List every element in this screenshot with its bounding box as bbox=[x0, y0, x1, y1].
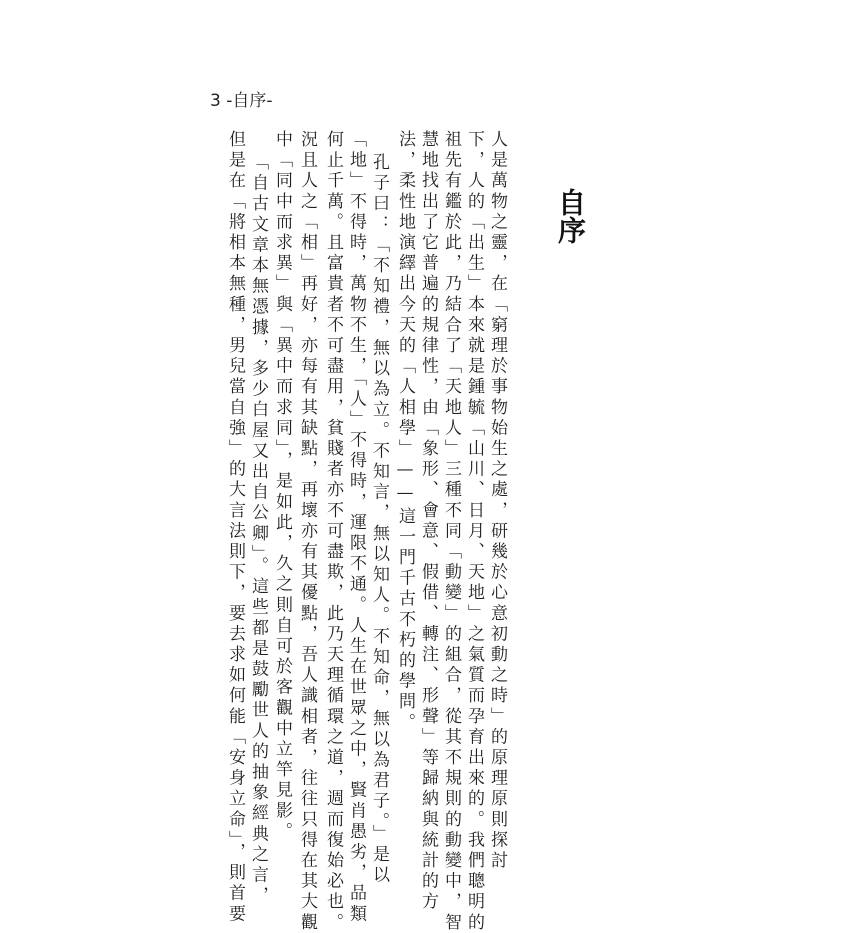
text-column: 祖先有鑑於此，乃結合了「天地人」三種不同「動變」的組合，從其不規則的動變中，智 bbox=[441, 130, 461, 933]
text-column: 「自古文章本無憑據，多少白屋又出自公卿」。這些都是鼓勵世人的抽象經典之言， bbox=[248, 153, 268, 907]
text-column: 下，人的「出生」本來就是鍾毓「山川、日月、天地」之氣質而孕育出來的。我們聰明的 bbox=[464, 130, 484, 933]
chapter-title: 自序 bbox=[554, 188, 587, 244]
text-column: 慧地找出了它普遍的規律性，由「象形、會意、假借、轉注、形聲」等歸納與統計的方 bbox=[418, 130, 438, 913]
text-column: 中「同中而求異」與「異中而求同」，是如此，久之則自可於客觀中立竿見影。 bbox=[272, 130, 292, 843]
page-header: 3 -自序- bbox=[210, 91, 273, 111]
text-column: 孔子曰：「不知禮，無以為立。不知言，無以知人。不知命，無以為君子。」是以 bbox=[369, 153, 389, 887]
text-column: 何止千萬。且富貴者不可盡用，貧賤者亦不可盡欺，此乃天理循環之道，週而復始必也。 bbox=[323, 130, 343, 933]
text-column: 人是萬物之靈，在「窮理於事物始生之處，研幾於心意初動之時」的原理原則探討 bbox=[487, 130, 507, 872]
text-column: 況且人之「相」再好，亦每有其缺點，再壞亦有其優點，吾人識相者，往往只得在其大觀 bbox=[297, 130, 317, 933]
text-column: 「地」不得時，萬物不生，「人」不得時，運限不通。人生在世眾之中，賢肖愚劣，品類 bbox=[346, 130, 366, 925]
text-column: 法，柔性地演繹出今天的「人相學」——這一門千古不朽的學問。 bbox=[395, 130, 415, 734]
text-column: 但是在「將相本無種，男兒當自強」的大言法則下，要去求如何能「安身立命」，則首要 bbox=[225, 130, 245, 925]
